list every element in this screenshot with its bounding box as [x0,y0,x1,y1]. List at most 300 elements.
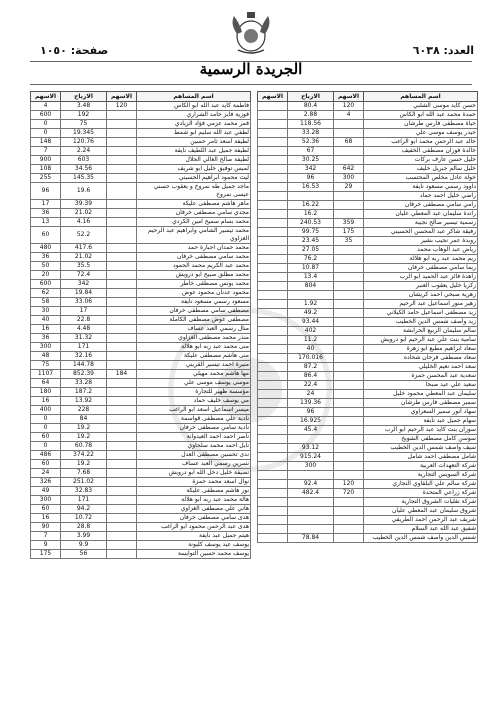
col-header-stocks: الاسهم [31,92,61,102]
cell-profits: 170.016 [288,354,334,363]
table-row [258,336,478,345]
cell-name: موسى يوسف موسى علي [137,379,251,388]
table-row [31,298,251,307]
cell-shares [107,200,137,209]
cell-name: محمد عبد الكريم محمد الحمود [137,262,251,271]
cell-stocks: 64 [31,379,61,388]
cell-name: محمد يونس مصطفى خاطر [137,280,251,289]
table-row [258,129,478,138]
cell-shares [107,271,137,280]
issue-number: العدد: ٦٠٣٨ [412,44,474,57]
table-row [31,147,251,156]
cell-name: قمر محمد عزمي فؤاد الزيادي [137,120,251,129]
table-row [258,327,478,336]
table-row [31,102,251,111]
cell-profits: 19.6 [61,183,107,200]
cell-name: لطيفة اسعد ثامر حسين [137,138,251,147]
table-row [31,325,251,334]
cell-name: مصطفى عوض مصطفى الكاملة [137,316,251,325]
cell-shares [107,183,137,200]
cell-shares [334,354,364,363]
cell-stocks: 4 [31,102,61,111]
cell-stocks: 900 [31,156,61,165]
cell-profits: 417.6 [61,244,107,253]
cell-shares: 359 [334,219,364,228]
cell-name: سعد احمد نعيم الخليلي [364,363,478,372]
cell-profits: 49.2 [288,309,334,318]
cell-shares [334,282,364,291]
table-row [258,237,478,246]
cell-stocks [258,525,288,534]
cell-stocks [258,102,288,111]
cell-profits [288,471,334,480]
cell-shares [334,129,364,138]
cell-profits: 171 [61,496,107,505]
cell-profits: 99.75 [288,228,334,237]
cell-profits: 45.4 [288,426,334,435]
table-row [258,408,478,417]
col-header-name: اسم المساهم [137,92,251,102]
cell-shares [107,244,137,253]
cell-shares [334,462,364,471]
page-number: صفحة: ١٠٥٠ [40,44,109,57]
gazette-title: الجريدة الرسمية [199,60,303,78]
col-header-shares: الاسهم [334,92,364,102]
cell-stocks [258,435,288,444]
cell-name: ناصر احمد احمد العيدوانة [137,433,251,442]
cell-stocks: 300 [31,496,61,505]
cell-stocks: 108 [31,165,61,174]
table-row [31,129,251,138]
cell-profits: 78.84 [288,534,334,543]
table-row [31,361,251,370]
cell-shares [334,147,364,156]
cell-shares [334,291,364,300]
cell-profits: 67 [288,147,334,156]
cell-stocks: 326 [31,478,61,487]
cell-stocks [258,147,288,156]
cell-profits: 139.36 [288,399,334,408]
cell-profits: 19.84 [61,289,107,298]
cell-name: خليل حسن عارف بركات [364,156,478,165]
cell-profits: 482.4 [288,489,334,498]
cell-stocks [258,480,288,489]
cell-stocks [258,417,288,426]
table-row [258,147,478,156]
table-row [258,120,478,129]
cell-shares [334,399,364,408]
cell-name: زيد واصف شمس الدين الخطيب [364,318,478,327]
cell-name: منى هاشم مصطفى عليكة [137,352,251,361]
cell-profits [288,525,334,534]
cell-profits: 9.9 [61,541,107,550]
table-row [31,183,251,200]
cell-shares [107,550,137,559]
table-row [258,156,478,165]
cell-stocks [258,201,288,210]
table-row [31,370,251,379]
cell-shares [107,334,137,343]
table-row [258,399,478,408]
cell-shares [107,406,137,415]
cell-shares: 642 [334,165,364,174]
table-row [31,424,251,433]
cell-profits: 87.2 [288,363,334,372]
cell-profits: 11.2 [288,336,334,345]
cell-profits: 32.83 [61,487,107,496]
cell-name: نادية سامي مصطفى خرفان [137,424,251,433]
cell-profits: 40 [288,345,334,354]
cell-stocks [258,489,288,498]
table-row [31,289,251,298]
cell-stocks [258,255,288,264]
cell-stocks [258,165,288,174]
table-row [258,174,478,183]
cell-stocks [258,516,288,525]
cell-stocks [258,408,288,417]
cell-name: شريف عبد الرحمن احمد الطريفي [364,516,478,525]
cell-profits: 3.99 [61,532,107,541]
cell-shares [107,451,137,460]
cell-shares [334,273,364,282]
table-row [31,343,251,352]
cell-name: شفيق عبد الله عبد السلام [364,525,478,534]
cell-shares: 120 [107,102,137,111]
cell-stocks [258,354,288,363]
cell-shares [334,471,364,480]
cell-profits: 32.16 [61,352,107,361]
cell-stocks: 50 [31,262,61,271]
cell-profits: 24 [288,390,334,399]
cell-stocks [258,210,288,219]
cell-name: ندى تحسين مصطفى العدل [137,451,251,460]
cell-stocks [258,462,288,471]
cell-shares [107,505,137,514]
cell-stocks [258,390,288,399]
table-row [258,165,478,174]
cell-profits: 374.22 [61,451,107,460]
table-row [258,246,478,255]
cell-profits: 39.39 [61,200,107,209]
cell-shares: 184 [107,370,137,379]
table-row [258,183,478,192]
cell-name: زهير منور اسماعيل عبد الرحيم [364,300,478,309]
cell-profits: 60.78 [61,442,107,451]
cell-name: ميسر اسماعيل اسعد ابو الراغب [137,406,251,415]
cell-name: سالم سليمان الربيع الحرابشة [364,327,478,336]
col-header-shares: الاسهم [107,92,137,102]
cell-stocks [258,534,288,543]
cell-stocks: 48 [31,352,61,361]
table-row [258,444,478,453]
cell-shares [107,253,137,262]
table-row [258,372,478,381]
cell-name: هدى عبد الرحمن محمود ابو الراغب [137,523,251,532]
cell-shares [334,264,364,273]
coat-of-arms-icon [226,10,276,56]
cell-stocks: 16 [31,397,61,406]
cell-shares [334,327,364,336]
table-row [258,282,478,291]
cell-shares [107,129,137,138]
cell-stocks [258,192,288,201]
cell-shares [334,417,364,426]
col-header-name: اسم المساهم [364,92,478,102]
cell-profits: 52.36 [288,138,334,147]
cell-shares: 175 [334,228,364,237]
table-row [31,505,251,514]
cell-name: رفيقة شاكر عبد المحسن الحسيني [364,228,478,237]
cell-profits: 240.53 [288,219,334,228]
cell-shares [107,415,137,424]
table-row [258,219,478,228]
cell-name: شركة زراعي المتحدة [364,489,478,498]
cell-profits: 27.05 [288,246,334,255]
table-row [258,507,478,516]
cell-name: ماجد جميل طه نمروخ و يعقوب حسني عيسى نمروخ [137,183,251,200]
cell-stocks: 9 [31,541,61,550]
cell-name: فاطمة كايد عبد الله ابو الكاس [137,102,251,111]
cell-name: ماهر هاشم مصطفى عليكة [137,200,251,209]
cell-profits: 2.88 [288,111,334,120]
cell-shares [334,444,364,453]
cell-profits [288,507,334,516]
cell-name: حسن كايد موسى الشلبي [364,102,478,111]
cell-name: ريم محمد عبد ربه ابو هلالة [364,255,478,264]
cell-profits: 19.2 [61,433,107,442]
cell-shares [334,300,364,309]
cell-stocks: 1107 [31,370,61,379]
cell-stocks: 60 [31,460,61,469]
cell-name: شركة تقليات الشروق التجارية [364,498,478,507]
cell-name: محمد بسام سميح امين الكردي [137,218,251,227]
cell-stocks [258,129,288,138]
cell-stocks: 486 [31,451,61,460]
cell-shares [334,336,364,345]
cell-profits: 28.8 [61,523,107,532]
cell-shares [334,498,364,507]
cell-stocks: 16 [31,514,61,523]
shareholders-table-right [257,91,478,543]
cell-shares [334,516,364,525]
cell-profits: 31.32 [61,334,107,343]
cell-stocks: 175 [31,550,61,559]
cell-name: محمد سامي مصطفى خرفان [137,253,251,262]
cell-shares: 300 [334,174,364,183]
cell-name: هالة محمد عبد ربه ابو هلالة [137,496,251,505]
table-row [258,354,478,363]
cell-name: منيرة احمد تيسير القريني [137,361,251,370]
cell-shares [107,156,137,165]
cell-profits: 19.345 [61,129,107,138]
cell-name: مؤسسة ظهير للتجارة [137,388,251,397]
table-row [31,379,251,388]
cell-shares [334,345,364,354]
cell-profits: 171 [61,343,107,352]
cell-name: محمد حمدان اجبارة حمد [137,244,251,253]
cell-stocks: 0 [31,415,61,424]
cell-stocks [258,336,288,345]
table-row [31,165,251,174]
cell-stocks: 16 [31,325,61,334]
cell-name: لميس توفيق خليل ابو شريف [137,165,251,174]
table-row [31,253,251,262]
cell-shares [107,361,137,370]
table-row [258,381,478,390]
cell-shares [107,280,137,289]
table-row [31,138,251,147]
table-row [258,462,478,471]
cell-stocks: 300 [31,343,61,352]
cell-stocks: 148 [31,138,61,147]
table-row [31,523,251,532]
table-row [31,532,251,541]
cell-shares [107,388,137,397]
cell-shares [107,478,137,487]
cell-profits: 19.2 [61,424,107,433]
cell-name: سهام جميل عبد نايفة [364,417,478,426]
cell-name: خالدة فوزان مصطفى الخفيف [364,147,478,156]
cell-name: نوال اسعد محمد حمزة [137,478,251,487]
cell-shares [107,138,137,147]
table-row [258,345,478,354]
table-row [258,516,478,525]
cell-profits: 16.2 [288,210,334,219]
cell-shares: 720 [334,489,364,498]
cell-profits: 402 [288,327,334,336]
table-row [258,417,478,426]
cell-stocks [258,318,288,327]
cell-profits: 192 [61,111,107,120]
cell-profits: 72.4 [61,271,107,280]
page-header [0,0,502,84]
table-row [31,334,251,343]
cell-stocks [258,156,288,165]
cell-name: سعدية عبد المحسن حمزة [364,372,478,381]
cell-profits: 603 [61,156,107,165]
cell-shares [334,201,364,210]
table-row [31,460,251,469]
cell-profits: 804 [288,282,334,291]
cell-stocks [258,138,288,147]
cell-name: محمود عدنان محمود عوض [137,289,251,298]
cell-stocks: 60 [31,505,61,514]
cell-profits: 16.53 [288,183,334,192]
cell-name: منذر محمد مصطفى الغزاوي [137,334,251,343]
cell-profits: 96 [288,408,334,417]
table-row [31,541,251,550]
cell-profits: 145.35 [61,174,107,183]
cell-shares: 68 [334,138,364,147]
cell-stocks [258,444,288,453]
cell-profits: 2.24 [61,147,107,156]
table-row [31,487,251,496]
cell-shares [107,523,137,532]
table-row [31,271,251,280]
cell-shares: 120 [334,480,364,489]
cell-name: شامل مصطفى احمد شامل [364,453,478,462]
table-row [31,496,251,505]
cell-name: لطيفة جميل عبد اللطيف نايفة [137,147,251,156]
cell-shares [334,426,364,435]
cell-profits: 16.22 [288,201,334,210]
cell-name: فوزية فايز حامد الشراري [137,111,251,120]
cell-name: منى محمد عبد ربه ابو هلالة [137,343,251,352]
cell-stocks [258,363,288,372]
cell-stocks: 49 [31,487,61,496]
table-row [31,218,251,227]
cell-name: هاني علي مصطفى الغزاوي [137,505,251,514]
cell-shares [107,442,137,451]
cell-name: شمس الدين واصف شمس الدين الخطيب [364,534,478,543]
cell-shares [107,209,137,218]
cell-profits [288,192,334,201]
cell-shares [334,120,364,129]
cell-profits: 17 [61,307,107,316]
table-row [258,435,478,444]
cell-shares [107,262,137,271]
cell-stocks: 36 [31,209,61,218]
cell-stocks: 96 [31,183,61,200]
cell-stocks: 400 [31,406,61,415]
cell-profits: 342 [288,165,334,174]
table-row [31,174,251,183]
cell-name: محمد مطلق صبيح ابو درويش [137,271,251,280]
cell-shares [107,120,137,129]
cell-name: راضي خليل احمد حماد [364,192,478,201]
table-row [31,406,251,415]
cell-stocks [258,381,288,390]
cell-profits: 93.44 [288,318,334,327]
cell-stocks [258,246,288,255]
table-row [31,397,251,406]
cell-name: ريما سامي مصطفى خرفان [364,264,478,273]
cell-profits [288,516,334,525]
cell-profits: 56 [61,550,107,559]
cell-stocks: 480 [31,244,61,253]
cell-profits: 228 [61,406,107,415]
cell-stocks: 7 [31,147,61,156]
cell-profits: 120.76 [61,138,107,147]
cell-stocks [258,111,288,120]
cell-profits: 342 [61,280,107,289]
cell-name: حيدر يوسف موسى علي [364,129,478,138]
table-row [258,390,478,399]
cell-profits: 92.4 [288,480,334,489]
cell-stocks: 255 [31,174,61,183]
cell-profits: 96 [288,174,334,183]
table-row [258,300,478,309]
cell-shares [107,469,137,478]
table-row [258,426,478,435]
table-row [258,201,478,210]
cell-stocks [258,237,288,246]
table-row [258,192,478,201]
cell-profits: 33.28 [61,379,107,388]
cell-name: سعيد علي عيد صبحا [364,381,478,390]
cell-profits: 84 [61,415,107,424]
table-row [31,433,251,442]
table-row [31,352,251,361]
cell-name: ليث محمود ابراهيم الحسيني [137,174,251,183]
cell-stocks [258,309,288,318]
cell-profits: 187.2 [61,388,107,397]
cell-shares [107,227,137,244]
cell-stocks [258,372,288,381]
cell-stocks [258,471,288,480]
cell-shares: 35 [334,237,364,246]
cell-profits: 7.68 [61,469,107,478]
